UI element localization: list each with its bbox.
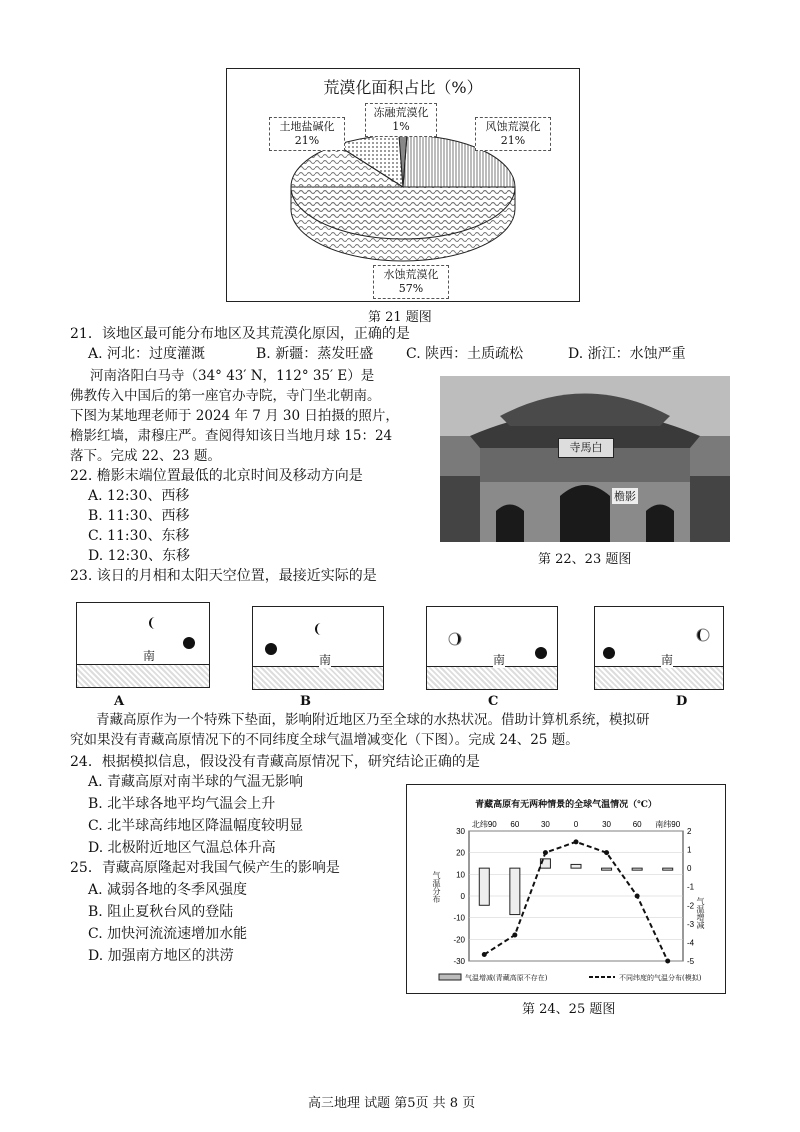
category-label: 60 <box>632 820 642 829</box>
q22-option-b[interactable]: B. 11:30、西移 <box>88 508 190 524</box>
right-tick-label: 0 <box>687 864 692 874</box>
right-tick-label: -2 <box>687 901 695 911</box>
chart-caption: 第 24、25 题图 <box>522 1002 616 1017</box>
q24-option-c[interactable]: C. 北半球高纬地区降温幅度较明显 <box>88 818 304 834</box>
q23-panel-c-south: 南 <box>493 653 506 667</box>
pie-label-wind: 风蚀荒漠化 21% <box>475 117 551 151</box>
q23-panel-b-letter: B <box>300 694 311 709</box>
line-point <box>635 894 640 899</box>
bar <box>602 868 612 870</box>
q22-option-d[interactable]: D. 12:30、东移 <box>88 548 190 564</box>
q25-stem: 25．青藏高原隆起对我国气候产生的影响是 <box>70 860 340 876</box>
q24-stem: 24．根据模拟信息，假设没有青藏高原情况下，研究结论正确的是 <box>70 754 480 770</box>
q21-option-d[interactable]: D. 浙江：水蚀严重 <box>568 346 686 362</box>
moon-icon <box>149 617 155 629</box>
q25-option-d[interactable]: D. 加强南方地区的洪涝 <box>88 948 234 964</box>
moon-icon <box>315 623 321 635</box>
q23-panel-a[interactable] <box>76 602 210 688</box>
temple-photo-drawing <box>440 376 730 542</box>
bar <box>479 868 489 905</box>
eave-shadow-label: 檐影 <box>614 490 636 503</box>
left-tick-label: 30 <box>456 827 465 836</box>
category-label: 30 <box>540 820 550 829</box>
passage1-line-3: 下图为某地理老师于 2024 年 7 月 30 日拍摄的照片， <box>70 408 399 424</box>
q22-stem: 22. 檐影末端位置最低的北京时间及移动方向是 <box>70 468 363 484</box>
left-tick-label: -20 <box>453 935 465 945</box>
q23-panel-b-south: 南 <box>319 653 332 667</box>
line-point <box>512 933 517 938</box>
pie-label-freeze: 冻融荒漠化 1% <box>365 103 437 137</box>
q23-panel-a-south: 南 <box>143 649 156 663</box>
legend-bar-label: 气温增减(青藏高原不存在) <box>465 974 548 982</box>
bar <box>510 868 520 914</box>
bar <box>571 864 581 868</box>
q24-option-a[interactable]: A. 青藏高原对南半球的气温无影响 <box>88 774 304 790</box>
right-tick-label: -1 <box>687 882 695 892</box>
temperature-chart <box>407 785 725 993</box>
q23-panel-c-letter: C <box>488 694 499 709</box>
line-point <box>665 959 670 964</box>
left-axis-title: 气温分布 <box>432 871 441 903</box>
q21-option-c[interactable]: C. 陕西：土质疏松 <box>406 346 524 362</box>
left-tick-label: 10 <box>456 870 465 880</box>
pie-caption: 第 21 题图 <box>368 310 432 325</box>
right-axis-title: 气温增减 <box>696 897 705 929</box>
q21-option-b[interactable]: B. 新疆：蒸发旺盛 <box>256 346 374 362</box>
moon-icon <box>455 633 461 645</box>
legend-bar-swatch <box>439 974 461 980</box>
pie-label-water: 水蚀荒漠化 57% <box>373 265 449 299</box>
category-label: 0 <box>573 820 579 829</box>
temple-sign: 寺馬白 <box>558 438 614 458</box>
right-tick-label: -3 <box>687 919 695 929</box>
pie-chart-title: 荒漠化面积占比（%） <box>323 78 483 97</box>
q21-stem: 21．该地区最可能分布地区及其荒漠化原因，正确的是 <box>70 326 410 342</box>
right-tick-label: -5 <box>687 957 695 966</box>
category-label: 60 <box>510 820 520 829</box>
pie-label-salt: 土地盐碱化 21% <box>269 117 345 151</box>
q24-option-b[interactable]: B. 北半球各地平均气温会上升 <box>88 796 276 812</box>
page-footer: 高三地理 试题 第5页 共 8 页 <box>308 1096 476 1111</box>
line-point <box>543 850 548 855</box>
q22-option-c[interactable]: C. 11:30、东移 <box>88 528 190 544</box>
q22-option-a[interactable]: A. 12:30、西移 <box>88 488 190 504</box>
q23-panel-b[interactable] <box>252 606 384 690</box>
sun-icon <box>265 643 277 655</box>
line-point <box>482 952 487 957</box>
q23-panel-c[interactable] <box>426 606 558 690</box>
left-tick-label: -10 <box>453 913 465 923</box>
line-point <box>604 850 609 855</box>
pie-chart-figure <box>226 68 580 302</box>
line-point <box>574 839 579 844</box>
q24-option-d[interactable]: D. 北极附近地区气温总体升高 <box>88 840 276 856</box>
legend-line-label: 不同纬度的气温分布(模拟) <box>619 974 702 982</box>
moon-icon <box>697 629 703 641</box>
q25-option-a[interactable]: A. 减弱各地的冬季风强度 <box>88 882 248 898</box>
q23-panel-d-south: 南 <box>661 653 674 667</box>
bar <box>632 868 642 870</box>
right-tick-label: -4 <box>687 938 695 948</box>
passage1-line-5: 落下。完成 22、23 题。 <box>70 448 221 464</box>
left-tick-label: -30 <box>453 957 465 966</box>
passage1-line-4: 檐影红墙，肃穆庄严。查阅得知该日当地月球 15：24 <box>70 428 393 444</box>
category-label: 南纬90 <box>655 820 681 829</box>
photo-caption: 第 22、23 题图 <box>538 552 632 567</box>
q25-option-c[interactable]: C. 加快河流流速增加水能 <box>88 926 248 942</box>
category-label: 30 <box>602 820 612 829</box>
sun-icon <box>183 637 195 649</box>
category-label: 北纬90 <box>471 820 497 829</box>
temple-photo <box>440 376 730 542</box>
temperature-chart-title: 青藏高原有无两种情景的全球气温情况（℃） <box>475 800 657 810</box>
right-tick-label: 2 <box>687 827 692 836</box>
passage1-line-2: 佛教传入中国后的第一座官办寺院，寺门坐北朝南。 <box>70 388 381 404</box>
right-tick-label: 1 <box>687 845 692 855</box>
q23-panel-d[interactable] <box>594 606 724 690</box>
q21-option-a[interactable]: A. 河北：过度灌溉 <box>88 346 206 362</box>
passage2-line-1: 青藏高原作为一个特殊下垫面，影响附近地区乃至全球的水热状况。借助计算机系统，模拟研 <box>96 712 650 728</box>
q23-stem: 23. 该日的月相和太阳天空位置，最接近实际的是 <box>70 568 377 584</box>
sun-icon <box>603 647 615 659</box>
q25-option-b[interactable]: B. 阻止夏秋台风的登陆 <box>88 904 234 920</box>
sun-icon <box>535 647 547 659</box>
passage2-line-2: 究如果没有青藏高原情况下的不同纬度全球气温增减变化（下图）。完成 24、25 题。 <box>70 732 579 748</box>
bar <box>663 868 673 870</box>
left-tick-label: 0 <box>460 892 465 901</box>
q23-panel-a-letter: A <box>114 694 125 709</box>
passage1-line-1: 河南洛阳白马寺（34° 43′ N，112° 35′ E）是 <box>90 368 375 384</box>
left-tick-label: 20 <box>456 848 465 858</box>
q23-panel-d-letter: D <box>676 694 688 709</box>
temperature-chart-figure <box>406 784 726 994</box>
